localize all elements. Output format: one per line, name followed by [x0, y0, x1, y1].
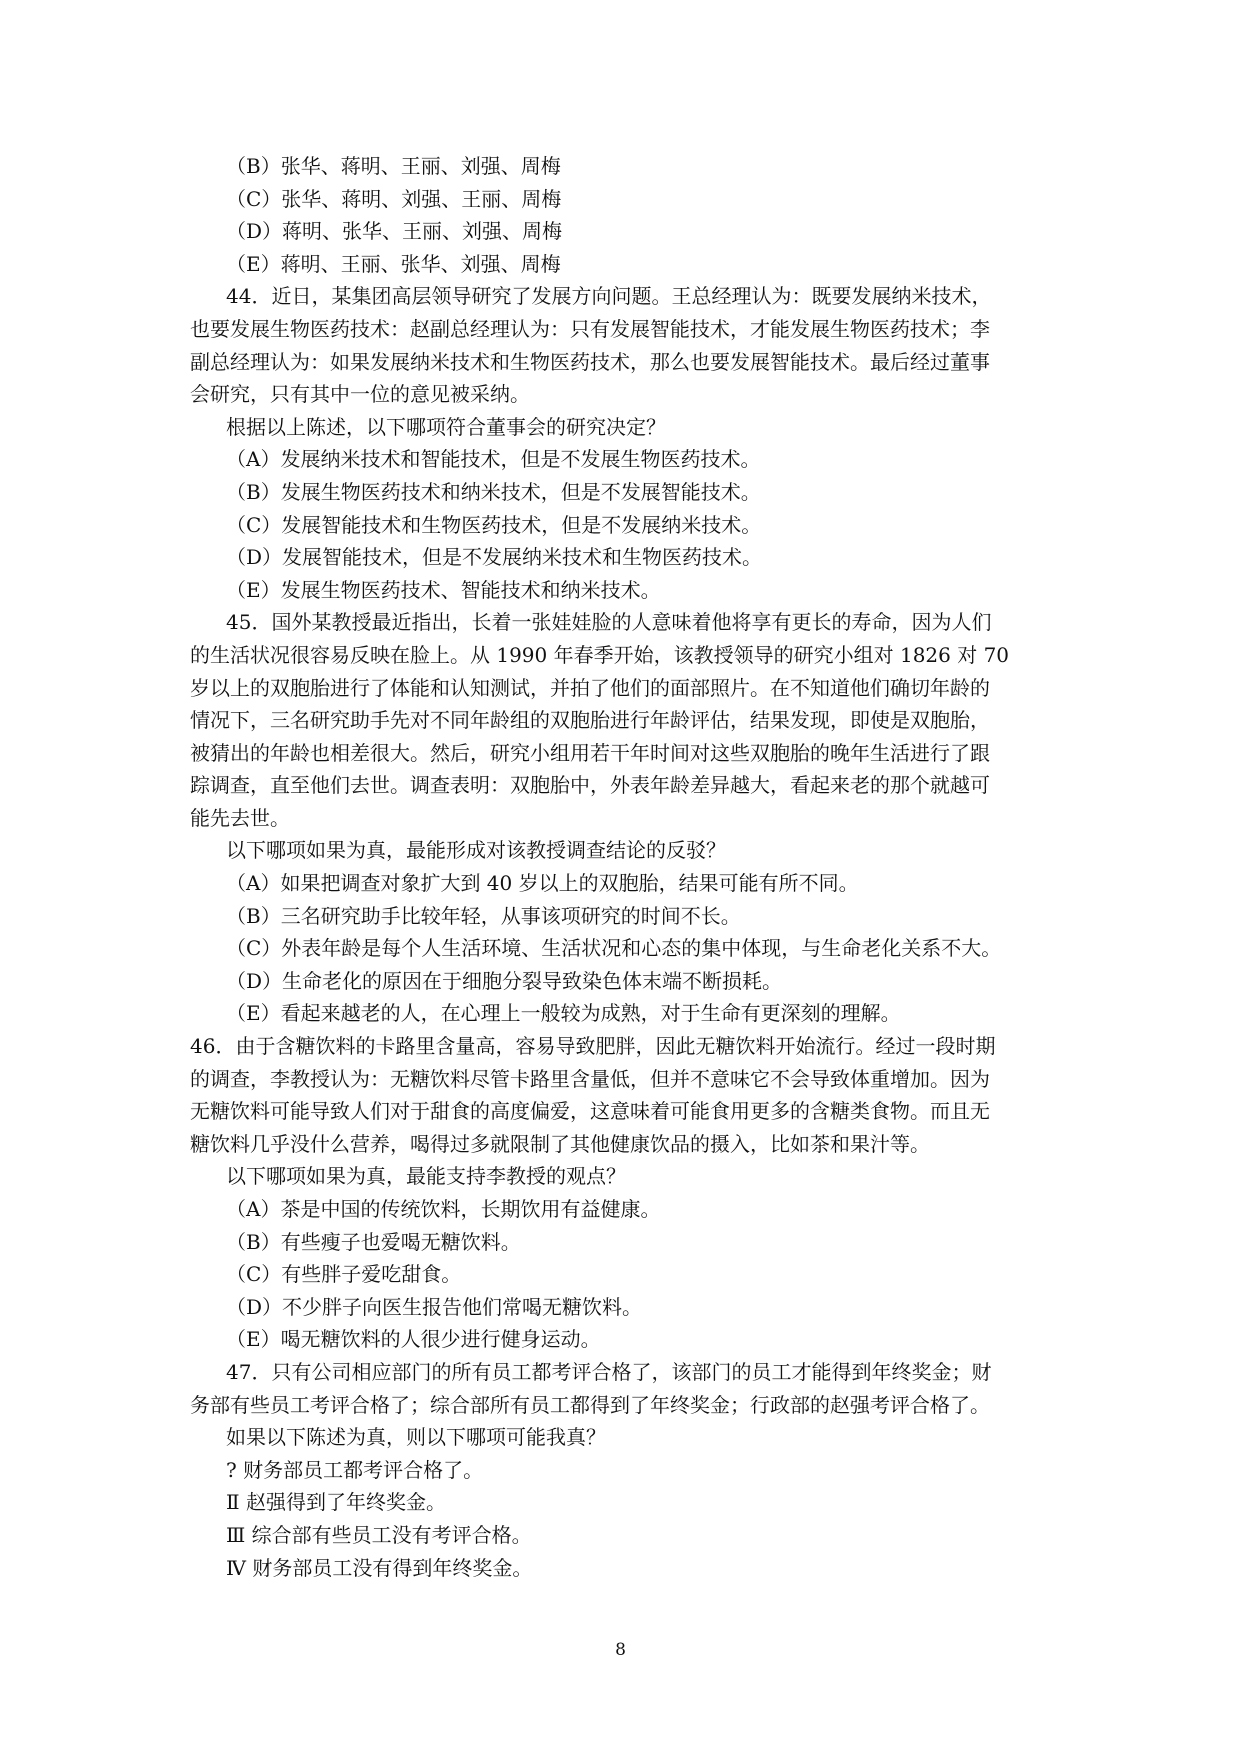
statement-item: ? 财务部员工都考评合格了。 — [226, 1457, 484, 1482]
question-44-prompt: 根据以上陈述，以下哪项符合董事会的研究决定？ — [226, 414, 666, 439]
text-line: 副总经理认为：如果发展纳米技术和生物医药技术，那么也要发展智能技术。最后经过董事 — [190, 349, 990, 374]
question-46-prompt: 以下哪项如果为真，最能支持李教授的观点？ — [226, 1164, 626, 1189]
answer-option: （B）有些瘦子也爱喝无糖饮料。 — [226, 1229, 521, 1254]
text-line: 务部有些员工考评合格了；综合部所有员工都得到了年终奖金；行政部的赵强考评合格了。 — [190, 1392, 990, 1417]
text-line: （D）蒋明、张华、王丽、刘强、周梅 — [226, 219, 563, 244]
text-line: 被猜出的年龄也相差很大。然后，研究小组用若干年时间对这些双胞胎的晚年生活进行了跟 — [190, 740, 990, 765]
statement-item: Ⅱ 赵强得到了年终奖金。 — [226, 1490, 446, 1515]
answer-option: （A）发展纳米技术和智能技术，但是不发展生物医药技术。 — [226, 447, 761, 472]
answer-option: （E）喝无糖饮料的人很少进行健身运动。 — [226, 1327, 601, 1352]
page-body — [190, 150, 1064, 1584]
question-47-stem: 47．只有公司相应部门的所有员工都考评合格了，该部门的员工才能得到年终奖金；财 — [226, 1359, 992, 1384]
answer-option: （C）外表年龄是每个人生活环境、生活状况和心态的集中体现，与生命老化关系不大。 — [226, 936, 1002, 961]
answer-option: （E）看起来越老的人，在心理上一般较为成熟，对于生命有更深刻的理解。 — [226, 1001, 901, 1026]
text-line: 也要发展生物医药技术：赵副总经理认为：只有发展智能技术，才能发展生物医药技术；李 — [190, 316, 990, 341]
question-44-stem: 44．近日，某集团高层领导研究了发展方向问题。王总经理认为：既要发展纳米技术， — [226, 284, 992, 309]
statement-item: Ⅳ 财务部员工没有得到年终奖金。 — [226, 1555, 533, 1580]
answer-option: （C）有些胖子爱吃甜食。 — [226, 1262, 462, 1287]
text-line: 情况下，三名研究助手先对不同年龄组的双胞胎进行年龄评估，结果发现，即使是双胞胎， — [190, 708, 990, 733]
text-line: 岁以上的双胞胎进行了体能和认知测试，并拍了他们的面部照片。在不知道他们确切年龄的 — [190, 675, 990, 700]
question-46-stem: 46．由于含糖饮料的卡路里含量高，容易导致肥胖，因此无糖饮料开始流行。经过一段时期 — [190, 1034, 996, 1059]
text-line: 会研究，只有其中一位的意见被采纳。 — [190, 382, 530, 407]
text-line: 的生活状况很容易反映在脸上。从 1990 年春季开始，该教授领导的研究小组对 1826 对 70 — [190, 642, 1010, 667]
text-line: 踪调查，直至他们去世。调查表明：双胞胎中，外表年龄差异越大，看起来老的那个就越可 — [190, 773, 990, 798]
answer-option: （A）如果把调查对象扩大到 40 岁以上的双胞胎，结果可能有所不同。 — [226, 871, 859, 896]
text-line: （B）张华、蒋明、王丽、刘强、周梅 — [226, 154, 561, 178]
answer-option: （B）三名研究助手比较年轻，从事该项研究的时间不长。 — [226, 903, 741, 928]
answer-option: （D）不少胖子向医生报告他们常喝无糖饮料。 — [226, 1294, 643, 1319]
text-line: 糖饮料几乎没什么营养，喝得过多就限制了其他健康饮品的摄入，比如茶和果汁等。 — [190, 1131, 930, 1156]
answer-option: （D）发展智能技术，但是不发展纳米技术和生物医药技术。 — [226, 545, 763, 570]
question-45-prompt: 以下哪项如果为真，最能形成对该教授调查结论的反驳？ — [226, 838, 726, 863]
question-47-prompt: 如果以下陈述为真，则以下哪项可能我真？ — [226, 1425, 606, 1450]
answer-option: （D）生命老化的原因在于细胞分裂导致染色体末端不断损耗。 — [226, 968, 783, 993]
text-line: 无糖饮料可能导致人们对于甜食的高度偏爱，这意味着可能食用更多的含糖类食物。而且无 — [190, 1099, 990, 1124]
statement-item: Ⅲ 综合部有些员工没有考评合格。 — [226, 1522, 532, 1547]
answer-option: （B）发展生物医药技术和纳米技术，但是不发展智能技术。 — [226, 479, 761, 504]
text-line: （E）蒋明、王丽、张华、刘强、周梅 — [226, 251, 561, 276]
answer-option: （A）茶是中国的传统饮料，长期饮用有益健康。 — [226, 1197, 661, 1221]
answer-option: （C）发展智能技术和生物医药技术，但是不发展纳米技术。 — [226, 512, 762, 537]
text-line: （C）张华、蒋明、刘强、王丽、周梅 — [226, 186, 562, 211]
question-45-stem: 45．国外某教授最近指出，长着一张娃娃脸的人意味着他将享有更长的寿命，因为人们 — [226, 610, 992, 635]
page-number: 8 — [615, 1640, 626, 1660]
text-line: 能先去世。 — [190, 805, 290, 830]
answer-option: （E）发展生物医药技术、智能技术和纳米技术。 — [226, 577, 661, 602]
text-line: 的调查，李教授认为：无糖饮料尽管卡路里含量低，但并不意味它不会导致体重增加。因为 — [190, 1066, 990, 1091]
